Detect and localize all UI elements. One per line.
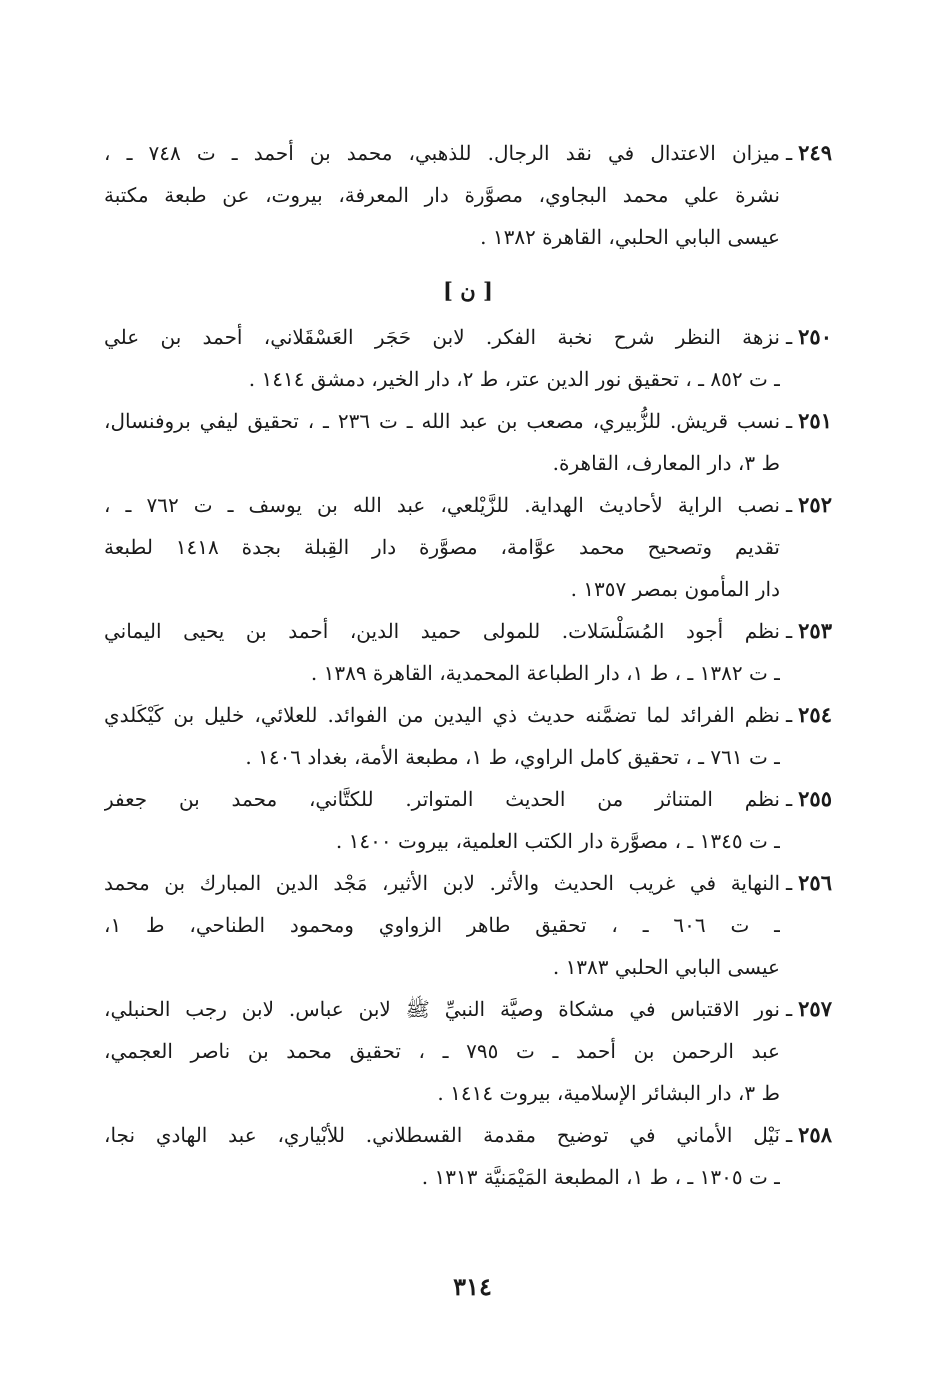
- entry-text: [104, 484, 780, 610]
- entry-line: نزهة النظر شرح نخبة الفكر. لابن حَجَر العَسْقَلاني، أحمد بن علي: [104, 325, 780, 349]
- entry-line: ـ ت ٧٦١ ـ ، تحقيق كامل الراوي، ط ١، مطبعة الأمة، بغداد ١٤٠٦ .: [245, 745, 780, 769]
- entry-line: دار المأمون بمصر ١٣٥٧ .: [570, 577, 780, 601]
- entry-line: ـ ت ١٣٤٥ ـ ، مصوَّرة دار الكتب العلمية، بيروت ١٤٠٠ .: [335, 829, 780, 853]
- bibliography-entry: [104, 400, 832, 484]
- entry-line: نصب الراية لأحاديث الهداية. للزَّيْلعي، عبد الله بن يوسف ـ ت ٧٦٢ ـ ،: [104, 493, 780, 517]
- entry-line: نسب قريش. للزُّبيري، مصعب بن عبد الله ـ ت ٢٣٦ ـ ، تحقيق ليفي بروفنسال،: [104, 409, 780, 433]
- entry-dash: ـ: [786, 409, 793, 433]
- entry-text: [104, 132, 780, 258]
- entry-line: عيسى البابي الحلبي، القاهرة ١٣٨٢ .: [480, 225, 780, 249]
- entry-line: ط ٣، دار المعارف، القاهرة.: [552, 451, 780, 475]
- entry-dash: ـ: [786, 619, 793, 643]
- bibliography-entry: [104, 1114, 832, 1198]
- page-number: ٣١٤: [453, 1272, 492, 1301]
- bibliography-entry: [104, 694, 832, 778]
- entry-number: ٢٥٧: [798, 996, 832, 1021]
- entry-dash: ـ: [786, 325, 793, 349]
- entry-number: ٢٥٦: [798, 870, 832, 895]
- bibliography-page: [104, 132, 832, 1198]
- entry-line: نظم أجود المُسَلْسَلات. للمولى حميد الدين، أحمد بن يحيى اليماني: [104, 619, 780, 643]
- entry-line: نظم الفرائد لما تضمَّنه حديث ذي اليدين من الفوائد. للعلائي، خليل بن كَيْكَلدي: [104, 703, 780, 727]
- bibliography-entry: [104, 132, 832, 258]
- entry-number: ٢٤٩: [798, 140, 832, 165]
- entry-dash: ـ: [786, 871, 793, 895]
- entry-text: [104, 400, 780, 484]
- entry-text: [104, 988, 780, 1114]
- entry-line: ميزان الاعتدال في نقد الرجال. للذهبي، محمد بن أحمد ـ ت ٧٤٨ ـ ،: [104, 141, 780, 165]
- entry-text: [104, 694, 780, 778]
- entry-text: [104, 778, 780, 862]
- entry-line: ـ ت ١٣٨٢ ـ ، ط ١، دار الطباعة المحمدية، القاهرة ١٣٨٩ .: [310, 661, 780, 685]
- entry-text: [104, 1114, 780, 1198]
- entry-line: عيسى البابي الحلبي ١٣٨٣ .: [552, 955, 780, 979]
- entry-text: [104, 862, 780, 988]
- section-heading: [ ن ]: [443, 278, 493, 303]
- entry-dash: ـ: [786, 1123, 793, 1147]
- entry-line: عبد الرحمن بن أحمد ـ ت ٧٩٥ ـ ، تحقيق محمد بن ناصر العجمي،: [104, 1039, 780, 1063]
- entry-line: ـ ت ٨٥٢ ـ ، تحقيق نور الدين عتر، ط ٢، دار الخير، دمشق ١٤١٤ .: [248, 367, 780, 391]
- entry-line: ط ٣، دار البشائر الإسلامية، بيروت ١٤١٤ .: [437, 1081, 780, 1105]
- entry-line: ـ ت ٦٠٦ ـ ، تحقيق طاهر الزواوي ومحمود الطناحي، ط ١،: [104, 913, 780, 937]
- entry-number: ٢٥٢: [798, 492, 832, 517]
- entry-dash: ـ: [786, 141, 793, 165]
- entry-number: ٢٥٨: [798, 1122, 832, 1147]
- entry-line: النهاية في غريب الحديث والأثر. لابن الأثير، مَجْد الدين المبارك بن محمد: [104, 871, 780, 895]
- bibliography-entry: [104, 778, 832, 862]
- entry-number: ٢٥٤: [798, 702, 832, 727]
- entry-line: نشرة علي محمد البجاوي، مصوَّرة دار المعرفة، بيروت، عن طبعة مكتبة: [104, 183, 780, 207]
- entry-text: [104, 610, 780, 694]
- entry-dash: ـ: [786, 493, 793, 517]
- entry-dash: ـ: [786, 997, 793, 1021]
- entry-line: نظم المتناثر من الحديث المتواتر. للكتَّاني، محمد بن جعفر: [104, 787, 780, 811]
- entry-number: ٢٥٠: [798, 324, 832, 349]
- entry-line: نور الاقتباس في مشكاة وصيَّة النبيِّ ﷺ لابن عباس. لابن رجب الحنبلي،: [104, 997, 780, 1021]
- entry-number: ٢٥١: [798, 408, 832, 433]
- entry-dash: ـ: [786, 703, 793, 727]
- entry-number: ٢٥٣: [798, 618, 832, 643]
- bibliography-entry: [104, 316, 832, 400]
- bibliography-entry: [104, 610, 832, 694]
- entry-line: ـ ت ١٣٠٥ ـ ، ط ١، المطبعة المَيْمَنيَّة ١٣١٣ .: [421, 1165, 780, 1189]
- bibliography-entry: [104, 988, 832, 1114]
- entry-number: ٢٥٥: [798, 786, 832, 811]
- entry-text: [104, 316, 780, 400]
- bibliography-entry: [104, 484, 832, 610]
- entry-line: تقديم وتصحيح محمد عوَّامة، مصوَّرة دار القِبلة بجدة ١٤١٨ لطبعة: [104, 535, 780, 559]
- entry-dash: ـ: [786, 787, 793, 811]
- entry-line: نَيْل الأماني في توضيح مقدمة القسطلاني. للأبْياري، عبد الهادي نجا،: [104, 1123, 780, 1147]
- bibliography-entry: [104, 862, 832, 988]
